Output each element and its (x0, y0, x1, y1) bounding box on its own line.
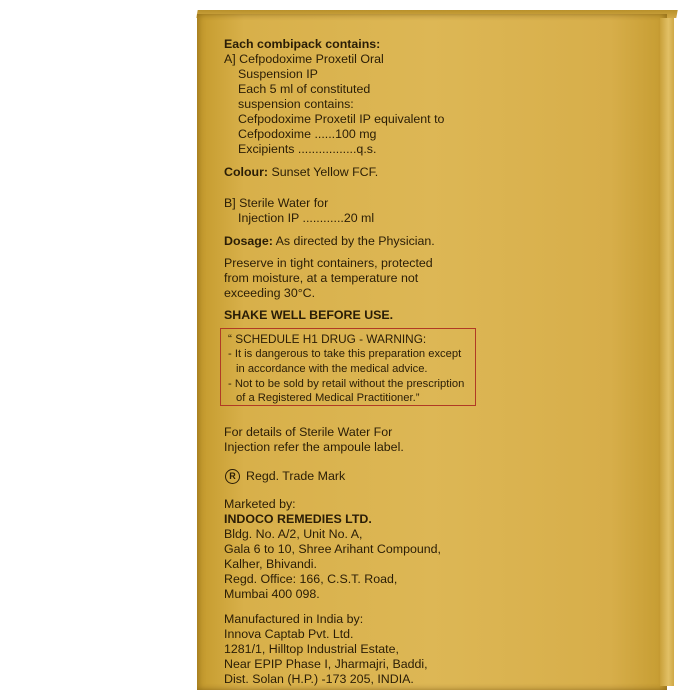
composition-line: Cefpodoxime Proxetil IP equivalent to (238, 112, 445, 126)
composition-line: Cefpodoxime ......100 mg (238, 127, 377, 141)
warning-line: - It is dangerous to take this preparation except (228, 348, 462, 360)
storage-line: exceeding 30°C. (224, 286, 316, 300)
composition-line: Each 5 ml of constituted (238, 82, 371, 96)
manufacturer-address-line: Dist. Solan (H.P.) -173 205, INDIA. (224, 672, 414, 686)
warning-line: in accordance with the medical advice. (236, 363, 428, 375)
manufacturer-address-line: Near EPIP Phase I, Jharmajri, Baddi, (224, 657, 428, 671)
water-line: Injection IP ............20 ml (238, 211, 375, 225)
composition-line: A] Cefpodoxime Proxetil Oral (224, 52, 384, 66)
manufacturer-label: Manufactured in India by: (224, 612, 364, 626)
marketer-name: INDOCO REMEDIES LTD. (224, 512, 372, 526)
carton-edge (660, 18, 674, 686)
shake-warning: SHAKE WELL BEFORE USE. (224, 308, 394, 322)
trademark-text: Regd. Trade Mark (246, 469, 346, 483)
colour-line (224, 165, 378, 180)
composition-heading: Each combipack contains: (224, 37, 381, 51)
details-line: For details of Sterile Water For (224, 425, 393, 439)
marketer-address-line: Kalher, Bhivandi. (224, 557, 317, 571)
storage-line: from moisture, at a temperature not (224, 271, 419, 285)
warning-line: of a Registered Medical Practitioner.” (236, 392, 420, 404)
registered-trademark-icon: R (225, 469, 240, 484)
dosage-value: As directed by the Physician. (275, 234, 435, 248)
marketer-address-line: Regd. Office: 166, C.S.T. Road, (224, 572, 398, 586)
manufacturer-address-line: Innova Captab Pvt. Ltd. (224, 627, 354, 641)
dosage-label: Dosage: (224, 234, 273, 248)
storage-line: Preserve in tight containers, protected (224, 256, 433, 270)
marketer-address-line: Bldg. No. A/2, Unit No. A, (224, 527, 363, 541)
marketer-label: Marketed by: (224, 497, 296, 511)
manufacturer-address-line: 1281/1, Hilltop Industrial Estate, (224, 642, 399, 656)
details-line: Injection refer the ampoule label. (224, 440, 404, 454)
warning-title: “ SCHEDULE H1 DRUG - WARNING: (228, 332, 427, 346)
marketer-address-line: Mumbai 400 098. (224, 587, 320, 601)
colour-label: Colour: (224, 165, 269, 179)
colour-value: Sunset Yellow FCF. (271, 165, 379, 179)
dosage-line (224, 234, 435, 249)
composition-line: Suspension IP (238, 67, 318, 81)
warning-line: - Not to be sold by retail without the prescription (228, 378, 465, 390)
water-line: B] Sterile Water for (224, 196, 329, 210)
marketer-address-line: Gala 6 to 10, Shree Arihant Compound, (224, 542, 441, 556)
composition-line: suspension contains: (238, 97, 354, 111)
composition-line: Excipients .................q.s. (238, 142, 377, 156)
